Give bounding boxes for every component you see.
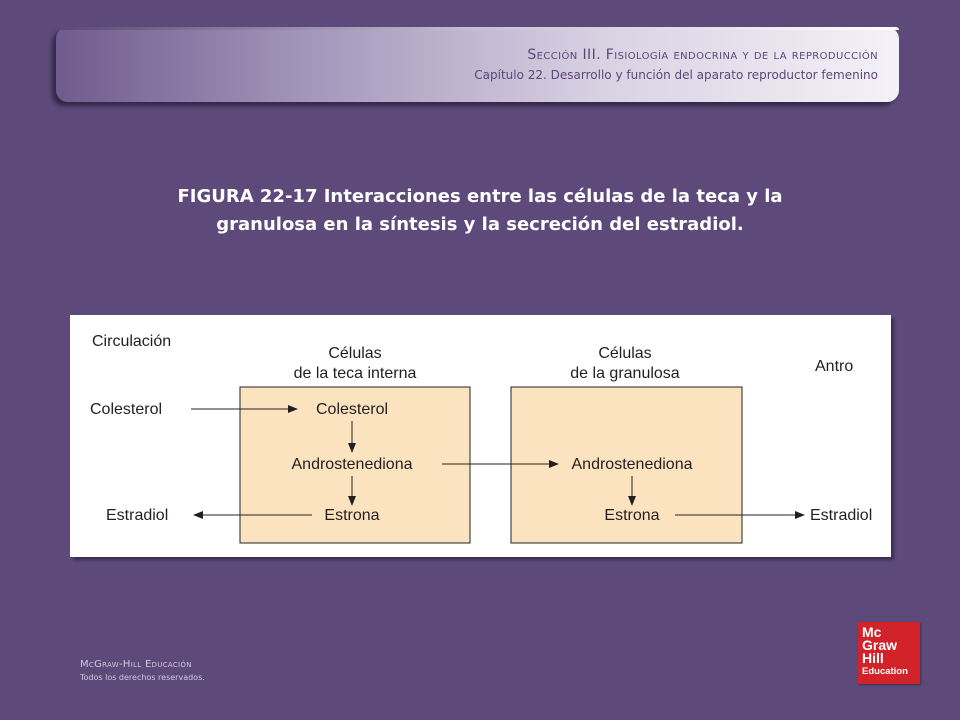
theca-androstenedione: Androstenediona — [291, 456, 413, 473]
caption-line-1: FIGURA 22-17 Interacciones entre las células de la teca y la — [177, 186, 783, 207]
theca-cholesterol: Colesterol — [315, 401, 389, 418]
logo-line-2: Graw — [862, 637, 898, 653]
header-banner-highlight — [56, 27, 899, 30]
circulation-label: Circulación — [92, 333, 172, 350]
caption-line-2: granulosa en la síntesis y la secreción del estradiol. — [216, 214, 744, 235]
chapter-title: Capítulo 22. Desarrollo y función del aparato reproductor femenino — [474, 68, 878, 82]
header-banner — [56, 27, 899, 102]
antrum-label: Antro — [815, 358, 854, 375]
footer-rights: Todos los derechos reservados. — [80, 673, 205, 682]
granulosa-title-line-1: Células — [598, 345, 652, 362]
logo-line-1: Mc — [862, 624, 882, 640]
logo-line-3: Hill — [862, 650, 884, 666]
granulosa-androstenedione: Androstenediona — [571, 456, 693, 473]
circulation-cholesterol: Colesterol — [90, 401, 163, 418]
section-title: Sección III. Fisiología endocrina y de la reproducción — [527, 47, 878, 63]
logo-line-4: Education — [862, 666, 908, 677]
footer-brand: McGraw-Hill Educación — [80, 659, 192, 670]
granulosa-title-line-2: de la granulosa — [570, 365, 680, 382]
logo-wordmark — [862, 626, 897, 665]
theca-title-line-1: Células — [328, 345, 382, 362]
theca-estrone: Estrona — [324, 507, 380, 524]
mcgraw-hill-logo — [858, 622, 920, 684]
diagram-panel — [70, 315, 891, 557]
antrum-estradiol: Estradiol — [810, 507, 873, 524]
theca-title-line-2: de la teca interna — [293, 365, 417, 382]
granulosa-estrone: Estrona — [604, 507, 660, 524]
diagram-graphics — [70, 315, 891, 557]
figure-caption — [120, 183, 840, 239]
circulation-estradiol: Estradiol — [106, 507, 169, 524]
